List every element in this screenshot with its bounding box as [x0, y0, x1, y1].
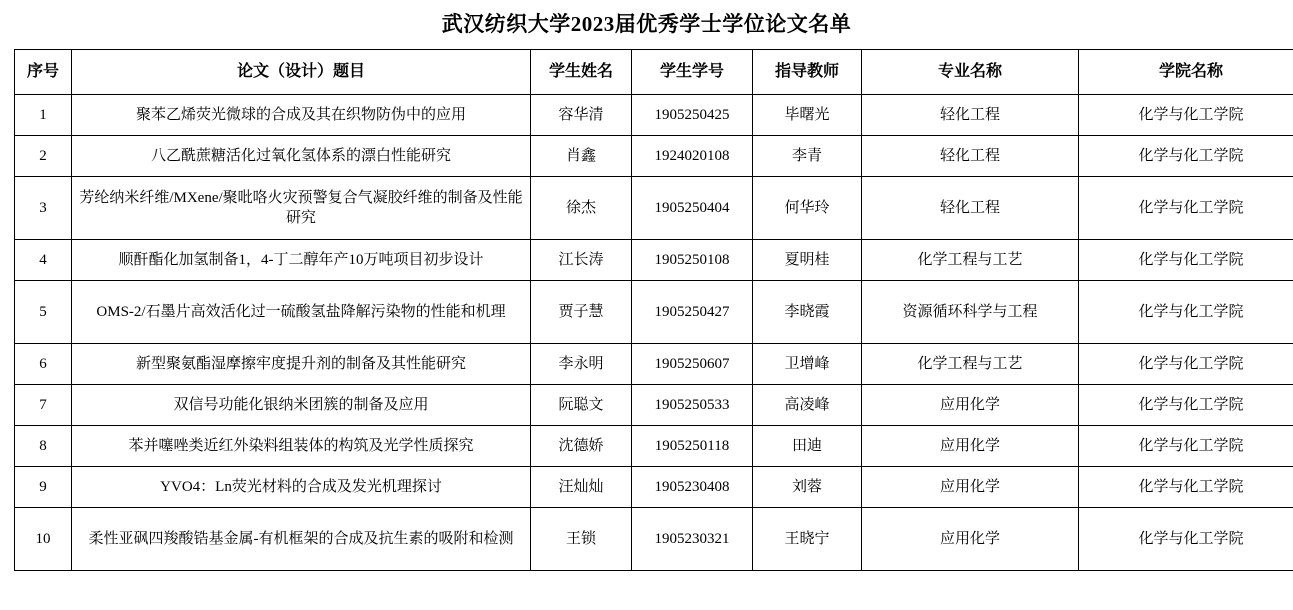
cell-major: 应用化学: [862, 508, 1079, 571]
cell-student-name: 汪灿灿: [531, 467, 632, 508]
column-header-seq: 序号: [15, 50, 72, 95]
cell-student-id: 1905250427: [632, 281, 753, 344]
cell-student-id: 1905250118: [632, 426, 753, 467]
cell-college: 化学与化工学院: [1079, 281, 1293, 344]
column-header-advisor: 指导教师: [753, 50, 862, 95]
cell-thesis-title: 新型聚氨酯湿摩擦牢度提升剂的制备及其性能研究: [72, 344, 531, 385]
table-row: [15, 240, 1293, 281]
cell-student-id: 1905230408: [632, 467, 753, 508]
column-header-student-id: 学生学号: [632, 50, 753, 95]
thesis-list-table: [14, 49, 1293, 571]
cell-major: 轻化工程: [862, 95, 1079, 136]
cell-major: 轻化工程: [862, 177, 1079, 240]
table-row: [15, 426, 1293, 467]
column-header-college: 学院名称: [1079, 50, 1293, 95]
cell-thesis-title: 苯并噻唑类近红外染料组装体的构筑及光学性质探究: [72, 426, 531, 467]
cell-major: 化学工程与工艺: [862, 344, 1079, 385]
cell-student-name: 贾子慧: [531, 281, 632, 344]
table-row: [15, 467, 1293, 508]
cell-thesis-title: 芳纶纳米纤维/MXene/聚吡咯火灾预警复合气凝胶纤维的制备及性能研究: [72, 177, 531, 240]
cell-seq: 7: [15, 385, 72, 426]
table-row: [15, 281, 1293, 344]
cell-major: 化学工程与工艺: [862, 240, 1079, 281]
cell-college: 化学与化工学院: [1079, 508, 1293, 571]
cell-seq: 3: [15, 177, 72, 240]
cell-major: 应用化学: [862, 385, 1079, 426]
column-header-major: 专业名称: [862, 50, 1079, 95]
cell-student-id: 1905250533: [632, 385, 753, 426]
cell-thesis-title: 柔性亚砜四羧酸锆基金属-有机框架的合成及抗生素的吸附和检测: [72, 508, 531, 571]
cell-seq: 2: [15, 136, 72, 177]
cell-student-id: 1924020108: [632, 136, 753, 177]
cell-advisor: 夏明桂: [753, 240, 862, 281]
cell-student-name: 阮聪文: [531, 385, 632, 426]
cell-student-id: 1905250108: [632, 240, 753, 281]
cell-college: 化学与化工学院: [1079, 467, 1293, 508]
cell-college: 化学与化工学院: [1079, 177, 1293, 240]
column-header-student-name: 学生姓名: [531, 50, 632, 95]
table-header-row: [15, 50, 1293, 95]
cell-college: 化学与化工学院: [1079, 385, 1293, 426]
cell-thesis-title: 双信号功能化银纳米团簇的制备及应用: [72, 385, 531, 426]
cell-major: 应用化学: [862, 467, 1079, 508]
cell-student-name: 王锁: [531, 508, 632, 571]
table-row: [15, 344, 1293, 385]
table-header: [15, 50, 1293, 95]
cell-college: 化学与化工学院: [1079, 426, 1293, 467]
cell-thesis-title: 八乙酰蔗糖活化过氧化氢体系的漂白性能研究: [72, 136, 531, 177]
cell-thesis-title: 顺酐酯化加氢制备1，4-丁二醇年产10万吨项目初步设计: [72, 240, 531, 281]
cell-student-name: 江长涛: [531, 240, 632, 281]
cell-advisor: 刘蓉: [753, 467, 862, 508]
cell-student-name: 沈德娇: [531, 426, 632, 467]
column-header-title: 论文（设计）题目: [72, 50, 531, 95]
cell-advisor: 李晓霞: [753, 281, 862, 344]
cell-student-name: 李永明: [531, 344, 632, 385]
cell-advisor: 高凌峰: [753, 385, 862, 426]
cell-advisor: 何华玲: [753, 177, 862, 240]
cell-seq: 10: [15, 508, 72, 571]
cell-student-id: 1905250425: [632, 95, 753, 136]
cell-student-id: 1905230321: [632, 508, 753, 571]
table-row: [15, 385, 1293, 426]
cell-major: 轻化工程: [862, 136, 1079, 177]
cell-seq: 9: [15, 467, 72, 508]
cell-advisor: 卫增峰: [753, 344, 862, 385]
cell-advisor: 毕曙光: [753, 95, 862, 136]
cell-thesis-title: OMS-2/石墨片高效活化过一硫酸氢盐降解污染物的性能和机理: [72, 281, 531, 344]
cell-college: 化学与化工学院: [1079, 240, 1293, 281]
table-body: [15, 95, 1293, 571]
cell-advisor: 王晓宁: [753, 508, 862, 571]
cell-major: 资源循环科学与工程: [862, 281, 1079, 344]
cell-advisor: 李青: [753, 136, 862, 177]
cell-college: 化学与化工学院: [1079, 95, 1293, 136]
cell-seq: 8: [15, 426, 72, 467]
cell-seq: 6: [15, 344, 72, 385]
cell-advisor: 田迪: [753, 426, 862, 467]
cell-student-name: 肖鑫: [531, 136, 632, 177]
cell-college: 化学与化工学院: [1079, 344, 1293, 385]
cell-seq: 1: [15, 95, 72, 136]
cell-student-name: 容华清: [531, 95, 632, 136]
table-row: [15, 508, 1293, 571]
table-row: [15, 95, 1293, 136]
cell-thesis-title: YVO4：Ln荧光材料的合成及发光机理探讨: [72, 467, 531, 508]
cell-student-id: 1905250607: [632, 344, 753, 385]
cell-seq: 4: [15, 240, 72, 281]
table-row: [15, 177, 1293, 240]
cell-student-id: 1905250404: [632, 177, 753, 240]
page-title: 武汉纺织大学2023届优秀学士学位论文名单: [441, 12, 852, 36]
table-row: [15, 136, 1293, 177]
cell-college: 化学与化工学院: [1079, 136, 1293, 177]
cell-seq: 5: [15, 281, 72, 344]
cell-thesis-title: 聚苯乙烯荧光微球的合成及其在织物防伪中的应用: [72, 95, 531, 136]
cell-major: 应用化学: [862, 426, 1079, 467]
cell-student-name: 徐杰: [531, 177, 632, 240]
